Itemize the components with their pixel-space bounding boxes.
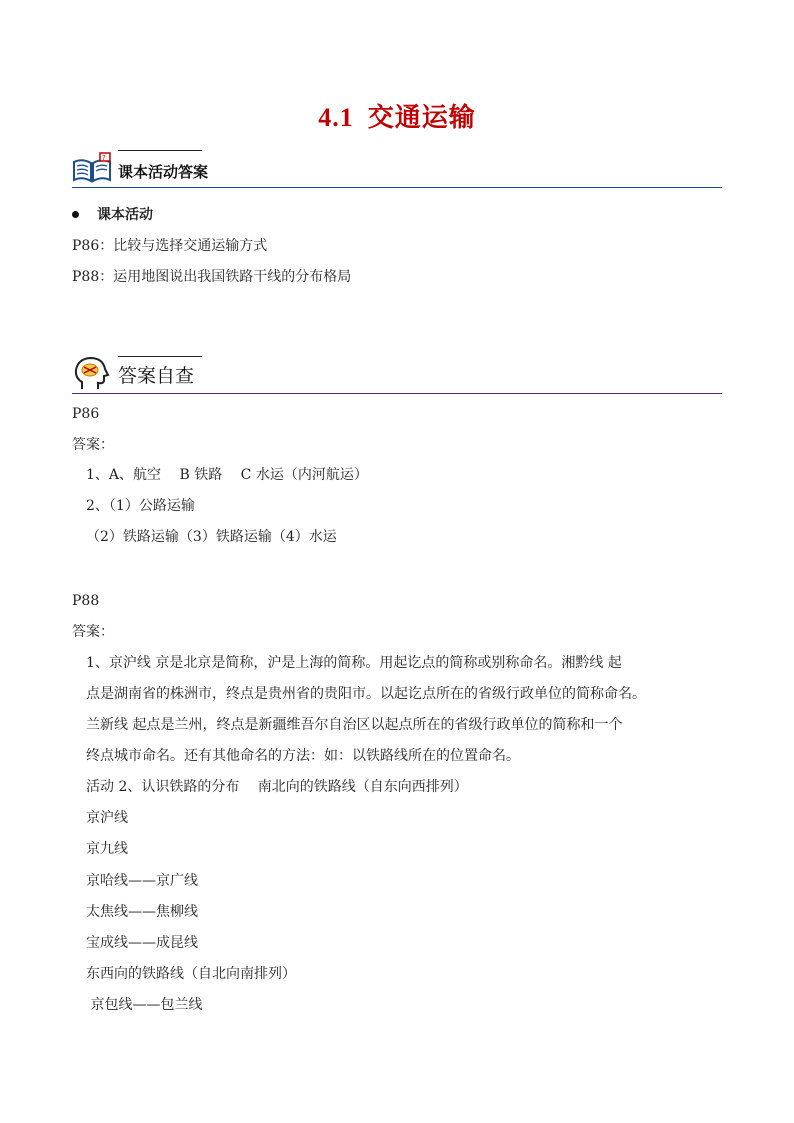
open-book-icon bbox=[72, 150, 112, 184]
railway-line: 宝成线——成昆线 bbox=[86, 935, 198, 951]
answer-line: 兰新线 起点是兰州，终点是新疆维吾尔自治区以起点所在的省级行政单位的简称和一个 bbox=[86, 717, 623, 733]
thinking-head-icon bbox=[72, 356, 112, 390]
title-text: 交通运输 bbox=[367, 103, 476, 133]
railway-line: 京哈线——京广线 bbox=[86, 873, 198, 889]
answer-line: （2）铁路运输（3）铁路运输（4）水运 bbox=[86, 529, 337, 545]
answer-line: 点是湖南省的株洲市，终点是贵州省的贵阳市。以起讫点所在的省级行政单位的简称命名。 bbox=[86, 686, 646, 702]
page-title bbox=[0, 97, 794, 134]
railway-line: 京包线——包兰线 bbox=[86, 997, 203, 1013]
section-title: 课本活动答案 bbox=[118, 163, 209, 181]
section-header-answer-check bbox=[72, 356, 722, 390]
answer-line: 终点城市命名。还有其他命名的方法：如：以铁路线所在的位置命名。 bbox=[86, 748, 520, 764]
railway-line: 京沪线 bbox=[86, 810, 128, 826]
bullet-item bbox=[72, 206, 153, 224]
page-heading-p88: P88 bbox=[72, 593, 100, 609]
answer-label: 答案： bbox=[72, 624, 114, 640]
railway-line: 京九线 bbox=[86, 841, 128, 857]
page-heading-p86: P86 bbox=[72, 406, 100, 422]
section-header-textbook-answers bbox=[72, 150, 722, 184]
svg-text:?: ? bbox=[102, 154, 106, 162]
answer-line: 1、京沪线 京是北京是简称，沪是上海的简称。用起讫点的简称或别称命名。湘黔线 起 bbox=[86, 655, 622, 671]
answer-line: 2、（1）公路运输 bbox=[86, 498, 195, 514]
section-title: 答案自查 bbox=[118, 365, 195, 387]
activity-line: P88：运用地图说出我国铁路干线的分布格局 bbox=[72, 269, 352, 285]
activity-line: P86：比较与选择交通运输方式 bbox=[72, 238, 268, 254]
bullet-dot-icon bbox=[72, 211, 79, 218]
answer-label: 答案： bbox=[72, 437, 114, 453]
railway-line: 太焦线——焦柳线 bbox=[86, 904, 198, 920]
title-number: 4.1 bbox=[318, 103, 354, 132]
answer-line: 活动 2、认识铁路的分布 南北向的铁路线（自东向西排列） bbox=[86, 779, 468, 795]
answer-line: 1、A、航空 B 铁路 C 水运（内河航运） bbox=[86, 467, 368, 483]
answer-line: 东西向的铁路线（自北向南排列） bbox=[86, 966, 296, 982]
bullet-text: 课本活动 bbox=[97, 207, 153, 223]
